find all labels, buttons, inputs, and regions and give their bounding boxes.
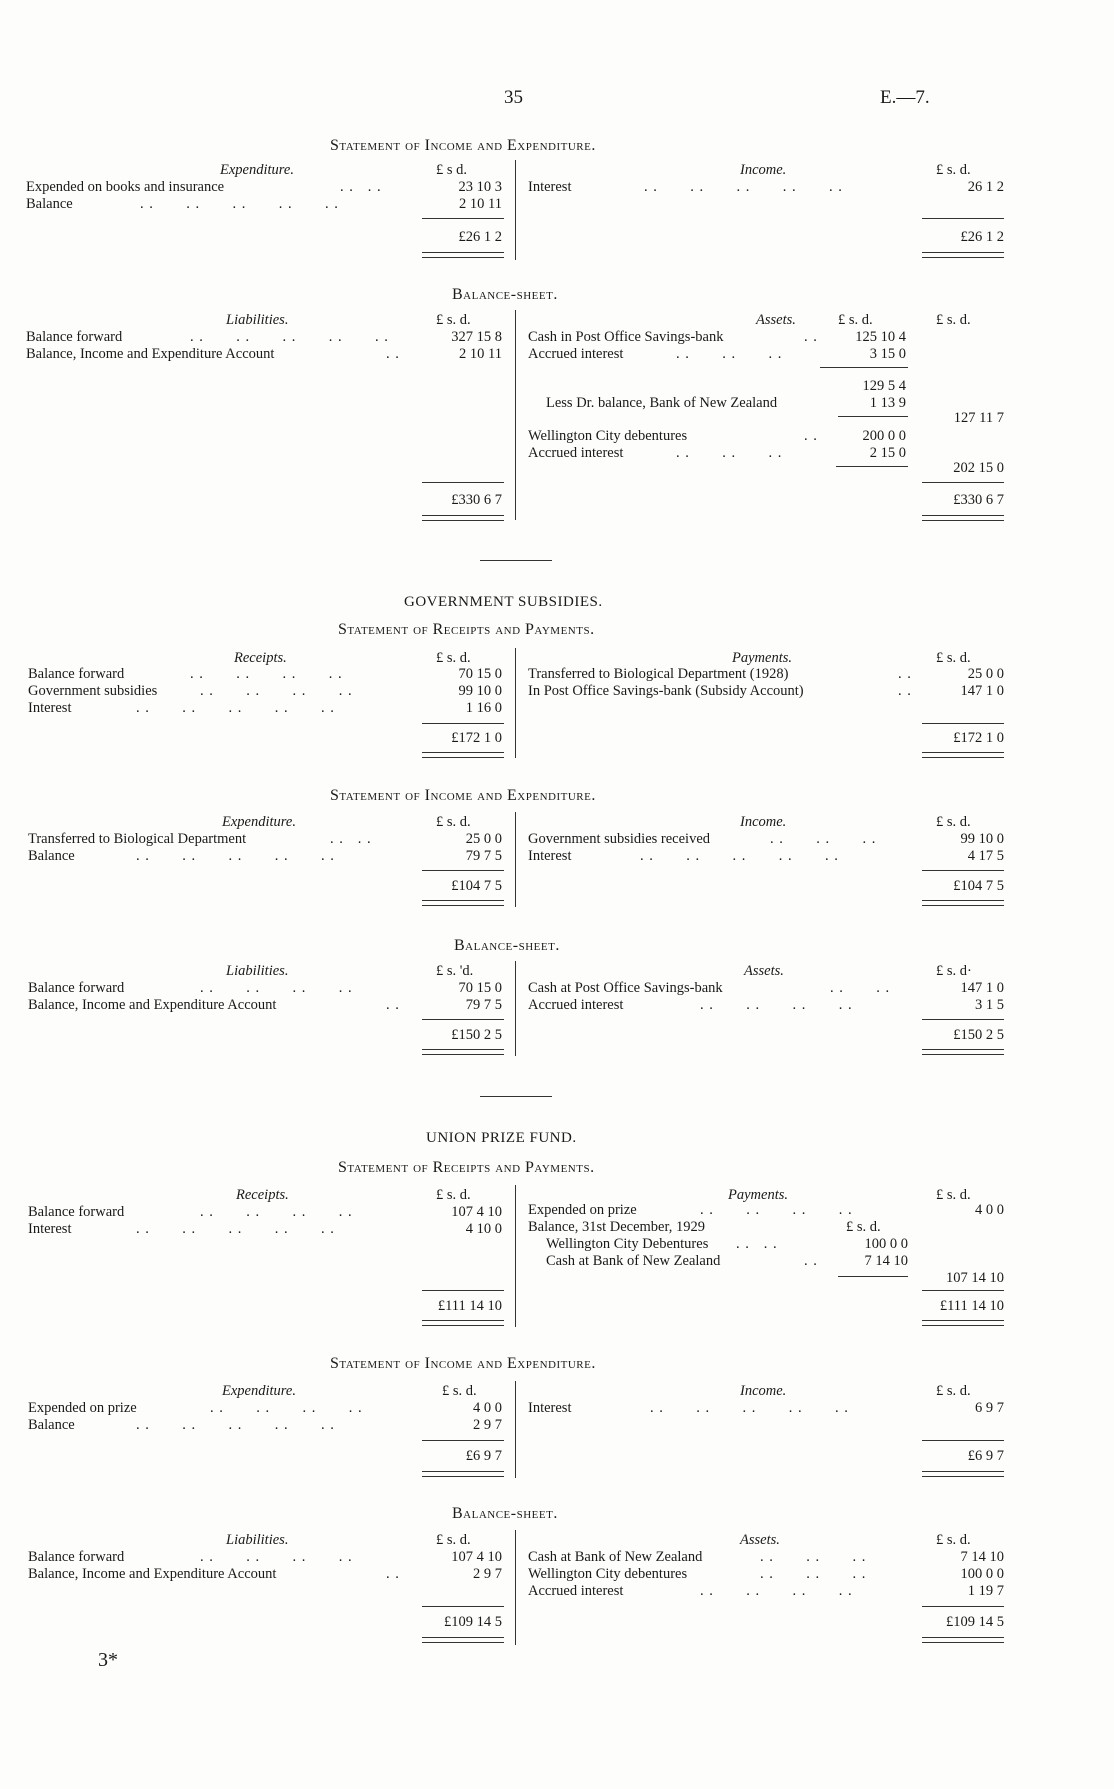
leader-dots: . . . . . . . . . . xyxy=(640,848,839,864)
column-heading: Liabilities. xyxy=(226,1532,289,1548)
currency-heading: £ s. d. xyxy=(436,1187,471,1203)
leader-dots: . . . . . . . . xyxy=(210,1400,363,1416)
ledger-total: £111 14 10 xyxy=(939,1298,1004,1314)
section-title: Balance-sheet. xyxy=(452,286,558,303)
ledger-subtotal: 129 5 4 xyxy=(862,378,906,394)
ledger-total: £172 1 0 xyxy=(451,730,502,746)
currency-heading: £ s. d. xyxy=(936,814,971,830)
leader-dots: . . xyxy=(898,683,912,699)
ledger-amount: 147 1 0 xyxy=(960,980,1004,996)
ledger-item: Cash at Post Office Savings-bank xyxy=(528,980,723,996)
column-divider xyxy=(515,1185,516,1327)
ledger-amount: 99 10 0 xyxy=(458,683,502,699)
ledger-item: Government subsidies received xyxy=(528,831,711,847)
document-reference: E.—7. xyxy=(880,87,930,108)
section-title: Statement of Income and Expenditure. xyxy=(330,1355,596,1372)
column-divider xyxy=(515,648,516,758)
ledger-item: Balance, Income and Expenditure Account xyxy=(26,346,275,362)
column-heading: Assets. xyxy=(744,963,784,979)
ledger-amount: 26 1 2 xyxy=(967,179,1004,195)
ledger-total: £111 14 10 xyxy=(437,1298,502,1314)
sum-rule xyxy=(820,367,908,368)
ledger-amount: 4 17 5 xyxy=(967,848,1004,864)
column-heading: Liabilities. xyxy=(226,963,289,979)
ledger-item: Wellington City Debentures xyxy=(546,1236,709,1252)
currency-heading: £ s. d. xyxy=(936,312,971,328)
double-rule xyxy=(422,1637,504,1643)
double-rule xyxy=(922,1320,1004,1326)
leader-dots: . . xyxy=(804,428,818,444)
double-rule xyxy=(922,1471,1004,1477)
ledger-item: Balance xyxy=(28,1417,75,1433)
double-rule xyxy=(422,515,504,521)
ledger-item: Balance forward xyxy=(28,1549,125,1565)
ledger-amount: 4 0 0 xyxy=(975,1202,1004,1218)
sum-rule xyxy=(922,1290,1004,1291)
ledger-amount: 2 10 11 xyxy=(459,346,502,362)
double-rule xyxy=(922,252,1004,258)
leader-dots: . . . . . . xyxy=(676,445,783,461)
column-heading: Income. xyxy=(740,1383,787,1399)
leader-dots: . . . . . . . . xyxy=(190,666,343,682)
ledger-amount: 25 0 0 xyxy=(465,831,502,847)
leader-dots: . . . . xyxy=(830,980,891,996)
currency-heading: £ s d. xyxy=(436,162,468,178)
ledger-total: £26 1 2 xyxy=(960,229,1004,245)
ledger-amount: 70 15 0 xyxy=(458,666,502,682)
ledger-total: £330 6 7 xyxy=(953,492,1004,508)
double-rule xyxy=(922,515,1004,521)
double-rule xyxy=(922,900,1004,906)
ledger-amount: 79 7 5 xyxy=(465,848,502,864)
section-separator xyxy=(480,1096,552,1097)
leader-dots: . . . . . . . . . . xyxy=(136,1417,335,1433)
double-rule xyxy=(922,1637,1004,1643)
column-heading: Assets. xyxy=(740,1532,780,1548)
ledger-total: £104 7 5 xyxy=(953,878,1004,894)
ledger-item: Balance forward xyxy=(28,666,125,682)
ledger-item: Balance xyxy=(26,196,73,212)
column-heading: Assets. xyxy=(756,312,796,328)
currency-heading: £ s. d. xyxy=(936,162,971,178)
leader-dots: . . . . . . . . . . xyxy=(644,179,843,195)
section-title: Statement of Income and Expenditure. xyxy=(330,137,596,154)
column-divider xyxy=(515,1381,516,1478)
ledger-amount: 4 0 0 xyxy=(473,1400,502,1416)
currency-heading: £ s. d. xyxy=(936,1383,971,1399)
leader-dots: . . xyxy=(898,666,912,682)
leader-dots: . . . . . . xyxy=(760,1566,867,1582)
ledger-amount: 2 10 11 xyxy=(459,196,502,212)
currency-heading: £ s. d. xyxy=(846,1219,881,1235)
ledger-item: Interest xyxy=(528,179,572,195)
column-heading: Expenditure. xyxy=(220,162,294,178)
ledger-amount: 99 10 0 xyxy=(960,831,1004,847)
sum-rule xyxy=(836,466,908,467)
fund-heading: UNION PRIZE FUND. xyxy=(426,1130,577,1146)
sum-rule xyxy=(422,1290,504,1291)
ledger-amount: 107 4 10 xyxy=(451,1549,502,1565)
ledger-item: Interest xyxy=(528,1400,572,1416)
ledger-item: Accrued interest xyxy=(528,997,624,1013)
ledger-item: Less Dr. balance, Bank of New Zealand xyxy=(546,395,778,411)
ledger-total: £26 1 2 xyxy=(458,229,502,245)
currency-heading: £ s. d. xyxy=(442,1383,477,1399)
sum-rule xyxy=(922,482,1004,483)
ledger-item: Expended on prize xyxy=(28,1400,137,1416)
ledger-amount: 107 14 10 xyxy=(946,1270,1004,1286)
leader-dots: . . . . . . . . xyxy=(700,997,853,1013)
ledger-amount: 25 0 0 xyxy=(967,666,1004,682)
sum-rule xyxy=(422,1440,504,1441)
ledger-amount: 327 15 8 xyxy=(451,329,502,345)
leader-dots: . . . . . . . . . . xyxy=(650,1400,849,1416)
sum-rule xyxy=(422,482,504,483)
section-title: Statement of Receipts and Payments. xyxy=(338,621,595,638)
leader-dots: . . xyxy=(386,1566,400,1582)
ledger-total: £109 14 5 xyxy=(946,1614,1004,1630)
column-heading: Income. xyxy=(740,162,787,178)
sum-rule xyxy=(922,870,1004,871)
ledger-item: Balance, 31st December, 1929 xyxy=(528,1219,705,1235)
sum-rule xyxy=(922,1440,1004,1441)
double-rule xyxy=(422,1471,504,1477)
ledger-item: Accrued interest xyxy=(528,346,624,362)
ledger-amount: 3 1 5 xyxy=(975,997,1004,1013)
column-divider xyxy=(515,961,516,1056)
ledger-total: £330 6 7 xyxy=(451,492,502,508)
page-number: 35 xyxy=(504,87,523,108)
ledger-amount: 1 13 9 xyxy=(869,395,906,411)
ledger-amount: 6 9 7 xyxy=(975,1400,1004,1416)
leader-dots: . . . . . . . . xyxy=(700,1202,853,1218)
ledger-amount: 4 10 0 xyxy=(465,1221,502,1237)
currency-heading: £ s. d. xyxy=(936,1187,971,1203)
sum-rule xyxy=(422,218,504,219)
ledger-amount: 3 15 0 xyxy=(869,346,906,362)
leader-dots: . . . . . . . . xyxy=(200,980,353,996)
sum-rule xyxy=(838,416,908,417)
column-heading: Payments. xyxy=(728,1187,788,1203)
column-heading: Receipts. xyxy=(236,1187,289,1203)
column-divider xyxy=(515,160,516,260)
ledger-item: Transferred to Biological Department (1928) xyxy=(528,666,789,682)
column-heading: Expenditure. xyxy=(222,1383,296,1399)
fund-heading: GOVERNMENT SUBSIDIES. xyxy=(404,594,603,610)
sum-rule xyxy=(422,723,504,724)
ledger-total: £172 1 0 xyxy=(953,730,1004,746)
currency-heading: £ s. d. xyxy=(436,312,471,328)
ledger-item: Government subsidies xyxy=(28,683,158,699)
column-divider xyxy=(515,310,516,520)
ledger-total: £150 2 5 xyxy=(451,1027,502,1043)
sum-rule xyxy=(422,870,504,871)
column-heading: Expenditure. xyxy=(222,814,296,830)
ledger-amount: 7 14 10 xyxy=(960,1549,1004,1565)
double-rule xyxy=(922,752,1004,758)
double-rule xyxy=(422,900,504,906)
ledger-item: Accrued interest xyxy=(528,445,624,461)
leader-dots: . . . . . . . . . . xyxy=(136,700,335,716)
ledger-item: Expended on prize xyxy=(528,1202,637,1218)
ledger-item: Wellington City debentures xyxy=(528,428,688,444)
section-title: Balance-sheet. xyxy=(454,937,560,954)
section-title: Statement of Receipts and Payments. xyxy=(338,1159,595,1176)
currency-heading: £ s. d. xyxy=(436,1532,471,1548)
double-rule xyxy=(422,252,504,258)
ledger-amount: 200 0 0 xyxy=(862,428,906,444)
ledger-total: £6 9 7 xyxy=(967,1448,1004,1464)
sum-rule xyxy=(838,1276,908,1277)
leader-dots: . . . . . . . . xyxy=(200,683,353,699)
currency-heading: £ s. d. xyxy=(436,814,471,830)
currency-heading: £ s. d. xyxy=(936,1532,971,1548)
ledger-item: Balance forward xyxy=(28,980,125,996)
ledger-amount: 127 11 7 xyxy=(953,410,1004,426)
column-divider xyxy=(515,812,516,907)
sum-rule xyxy=(922,1606,1004,1607)
ledger-amount: 125 10 4 xyxy=(855,329,906,345)
leader-dots: . . xyxy=(804,329,818,345)
sum-rule xyxy=(922,1019,1004,1020)
ledger-amount: 2 9 7 xyxy=(473,1566,502,1582)
ledger-total: £104 7 5 xyxy=(451,878,502,894)
ledger-item: Balance xyxy=(28,848,75,864)
ledger-amount: 79 7 5 xyxy=(465,997,502,1013)
ledger-amount: 100 0 0 xyxy=(960,1566,1004,1582)
currency-heading: £ s. 'd. xyxy=(436,963,474,979)
ledger-item: Cash at Bank of New Zealand xyxy=(528,1549,703,1565)
section-title: Balance-sheet. xyxy=(452,1505,558,1522)
signature-mark: 3* xyxy=(98,1649,118,1671)
column-heading: Payments. xyxy=(732,650,792,666)
double-rule xyxy=(422,1320,504,1326)
ledger-amount: 1 19 7 xyxy=(967,1583,1004,1599)
currency-heading: £ s. d. xyxy=(436,650,471,666)
leader-dots: . . . . . . . . . . xyxy=(136,848,335,864)
leader-dots: . . xyxy=(804,1253,818,1269)
column-divider xyxy=(515,1530,516,1645)
section-title: Statement of Income and Expenditure. xyxy=(330,787,596,804)
leader-dots: . . . . . . . . . . xyxy=(140,196,339,212)
ledger-item: Wellington City debentures xyxy=(528,1566,688,1582)
leader-dots: . . . . xyxy=(340,179,382,195)
ledger-amount: 2 15 0 xyxy=(869,445,906,461)
ledger-amount: 7 14 10 xyxy=(864,1253,908,1269)
ledger-item: Balance forward xyxy=(28,1204,125,1220)
ledger-amount: 100 0 0 xyxy=(864,1236,908,1252)
column-heading: Receipts. xyxy=(234,650,287,666)
currency-heading: £ s. d. xyxy=(838,312,873,328)
ledger-total: £109 14 5 xyxy=(444,1614,502,1630)
ledger-total: £150 2 5 xyxy=(953,1027,1004,1043)
ledger-item: Interest xyxy=(28,1221,72,1237)
ledger-amount: 147 1 0 xyxy=(960,683,1004,699)
currency-heading: £ s. d· xyxy=(936,963,972,979)
ledger-item: Balance forward xyxy=(26,329,123,345)
leader-dots: . . . . . . . . . . xyxy=(190,329,389,345)
ledger-item: Transferred to Biological Department xyxy=(28,831,247,847)
currency-heading: £ s. d. xyxy=(936,650,971,666)
double-rule xyxy=(922,1049,1004,1055)
ledger-item: Cash in Post Office Savings-bank xyxy=(528,329,724,345)
leader-dots: . . . . . . . . . . xyxy=(136,1221,335,1237)
leader-dots: . . xyxy=(386,346,400,362)
ledger-item: Balance, Income and Expenditure Account xyxy=(28,1566,277,1582)
ledger-total: £6 9 7 xyxy=(465,1448,502,1464)
leader-dots: . . . . . . xyxy=(770,831,877,847)
column-heading: Liabilities. xyxy=(226,312,289,328)
leader-dots: . . . . . . . . xyxy=(200,1204,353,1220)
sum-rule xyxy=(422,1019,504,1020)
ledger-item: In Post Office Savings-bank (Subsidy Account) xyxy=(528,683,804,699)
ledger-amount: 70 15 0 xyxy=(458,980,502,996)
ledger-item: Expended on books and insurance xyxy=(26,179,225,195)
double-rule xyxy=(422,1049,504,1055)
leader-dots: . . . . xyxy=(736,1236,778,1252)
ledger-item: Interest xyxy=(528,848,572,864)
ledger-amount: 23 10 3 xyxy=(458,179,502,195)
leader-dots: . . . . . . xyxy=(676,346,783,362)
leader-dots: . . xyxy=(386,997,400,1013)
leader-dots: . . . . . . . . xyxy=(200,1549,353,1565)
ledger-amount: 2 9 7 xyxy=(473,1417,502,1433)
ledger-item: Accrued interest xyxy=(528,1583,624,1599)
leader-dots: . . . . . . xyxy=(760,1549,867,1565)
ledger-item: Cash at Bank of New Zealand xyxy=(546,1253,721,1269)
ledger-amount: 1 16 0 xyxy=(465,700,502,716)
leader-dots: . . . . xyxy=(330,831,372,847)
double-rule xyxy=(422,752,504,758)
ledger-amount: 107 4 10 xyxy=(451,1204,502,1220)
sum-rule xyxy=(922,218,1004,219)
sum-rule xyxy=(422,1606,504,1607)
leader-dots: . . . . . . . . xyxy=(700,1583,853,1599)
sum-rule xyxy=(922,723,1004,724)
ledger-item: Balance, Income and Expenditure Account xyxy=(28,997,277,1013)
ledger-amount: 202 15 0 xyxy=(953,460,1004,476)
section-separator xyxy=(480,560,552,561)
column-heading: Income. xyxy=(740,814,787,830)
ledger-item: Interest xyxy=(28,700,72,716)
